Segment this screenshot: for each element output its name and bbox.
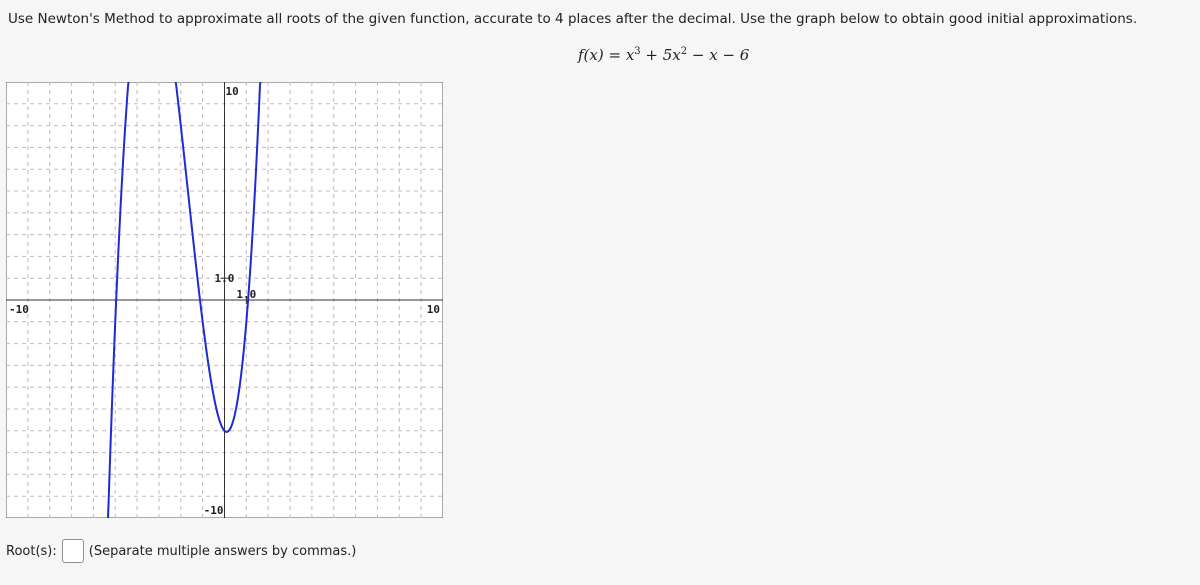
function-formula bbox=[578, 46, 749, 64]
x-max-label: 10 bbox=[426, 303, 440, 316]
y-max-label: 10 bbox=[225, 85, 239, 98]
answer-hint: (Separate multiple answers by commas.) bbox=[88, 543, 357, 559]
graph-canvas bbox=[6, 82, 443, 518]
answer-row bbox=[6, 539, 356, 563]
formula-exponent-2: 2 bbox=[680, 46, 688, 57]
roots-input[interactable] bbox=[62, 539, 84, 563]
x-one-label: 1.0 bbox=[236, 288, 257, 301]
function-graph bbox=[6, 82, 443, 518]
formula-exponent-3: 3 bbox=[634, 46, 641, 57]
y-min-label: -10 bbox=[203, 504, 224, 517]
question-prompt: Use Newton's Method to approximate all roots of the given function, accurate to 4 places after the decimal. Use the graph below to obtain good initial approximations. bbox=[8, 11, 1138, 27]
x-min-label: -10 bbox=[9, 303, 29, 316]
formula-rhs: − x − 6 bbox=[687, 46, 750, 64]
roots-label: Root(s): bbox=[6, 543, 57, 559]
formula-lhs: f(x) = x bbox=[578, 46, 635, 64]
y-one-label: 1.0 bbox=[214, 272, 235, 286]
formula-mid: + 5x bbox=[640, 46, 681, 64]
